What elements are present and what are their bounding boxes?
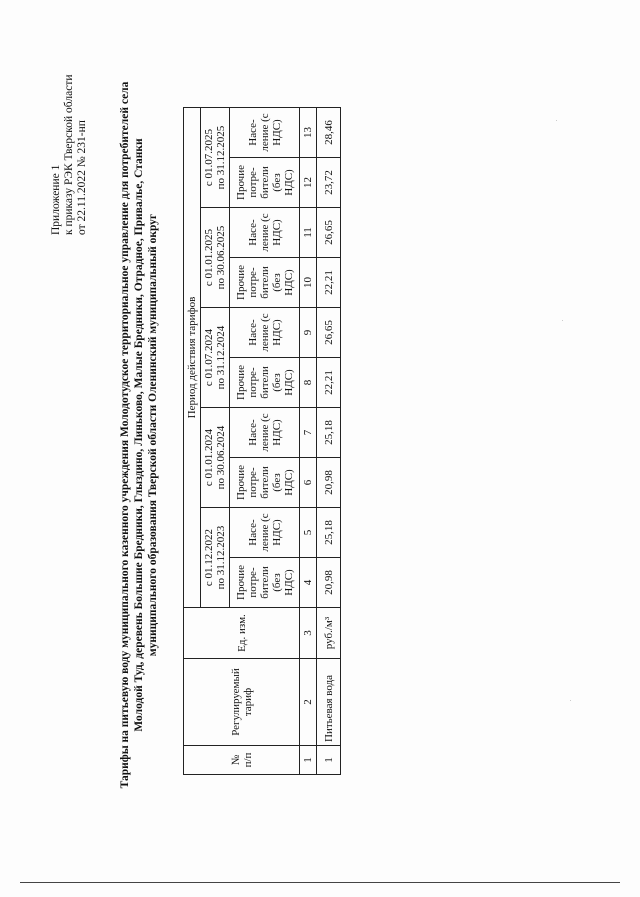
index-cell: 11 (300, 208, 317, 258)
tariff-table (183, 107, 341, 775)
index-cell: 6 (300, 458, 317, 508)
kind-pop-5: Насе-ление (с НДС) (230, 108, 300, 158)
value-cell: 20,98 (317, 458, 341, 508)
value-cell: 26,65 (317, 208, 341, 258)
index-cell: 9 (300, 308, 317, 358)
value-cell: 28,46 (317, 108, 341, 158)
value-cell: 20,98 (317, 558, 341, 608)
value-cell: 22,21 (317, 358, 341, 408)
index-cell: 12 (300, 158, 317, 208)
index-cell: 5 (300, 508, 317, 558)
kind-other-5: Прочие потре-бители (без НДС) (230, 158, 300, 208)
approval-line-2: к приказу РЭК Тверской области (63, 74, 75, 235)
value-cell: 25,18 (317, 408, 341, 458)
kind-pop-3: Насе-ление (с НДС) (230, 308, 300, 358)
period-4: с 01.01.2025 по 30.06.2025 (201, 208, 230, 308)
index-cell: 7 (300, 408, 317, 458)
row-unit: руб./м³ (317, 608, 341, 659)
scan-speck (570, 700, 571, 701)
index-cell: 1 (300, 746, 317, 775)
period-2: с 01.01.2024 по 30.06.2024 (201, 408, 230, 508)
index-cell: 4 (300, 558, 317, 608)
scan-speck (556, 120, 557, 121)
title-line-3: муниципального образования Тверской области Оленинский муниципальный округ (147, 213, 159, 657)
value-cell: 22,21 (317, 258, 341, 308)
index-cell: 2 (300, 659, 317, 746)
value-cell: 25,18 (317, 508, 341, 558)
index-cell: 8 (300, 358, 317, 408)
header-unit: Ед. изм. (184, 608, 300, 659)
title-line-2: Молодой Туд, деревень Большие Бредники, Глыздино, Линьково, Малые Бредники, Отрадное, Привалье, Станки (133, 138, 145, 732)
scan-bottom-line (20, 882, 620, 883)
approval-note (50, 35, 89, 235)
kind-other-1: Прочие потре-бители (без НДС) (230, 558, 300, 608)
header-tariff: Регулируемый тариф (184, 659, 300, 746)
row-num: 1 (317, 746, 341, 775)
kind-pop-4: Насе-ление (с НДС) (230, 208, 300, 258)
kind-other-2: Прочие потре-бители (без НДС) (230, 458, 300, 508)
rotated-sheet (0, 75, 640, 835)
index-cell: 13 (300, 108, 317, 158)
value-cell: 26,65 (317, 308, 341, 358)
approval-line-1: Приложение 1 (50, 164, 62, 235)
kind-other-4: Прочие потре-бители (без НДС) (230, 258, 300, 308)
index-cell: 3 (300, 608, 317, 659)
header-num: № п/п (184, 746, 300, 775)
period-5: с 01.07.2025 по 31.12.2025 (201, 108, 230, 208)
index-cell: 10 (300, 258, 317, 308)
approval-line-3: от 22.11.2022 № 231-нп (76, 120, 88, 235)
kind-pop-1: Насе-ление (с НДС) (230, 508, 300, 558)
row-tariff: Питьевая вода (317, 659, 341, 746)
scan-speck (562, 320, 563, 321)
table-row (317, 108, 341, 775)
value-cell: 23,72 (317, 158, 341, 208)
header-period: Период действия тарифов (184, 108, 201, 608)
title-line-1: Тарифы на питьевую воду муниципального казенного учреждения Молодотудское территориальное управление для потребителей села (119, 81, 131, 789)
kind-pop-2: Насе-ление (с НДС) (230, 408, 300, 458)
document-title (118, 75, 160, 795)
period-1: с 01.12.2022 по 31.12.2023 (201, 508, 230, 608)
kind-other-3: Прочие потре-бители (без НДС) (230, 358, 300, 408)
period-3: с 01.07.2024 по 31.12.2024 (201, 308, 230, 408)
